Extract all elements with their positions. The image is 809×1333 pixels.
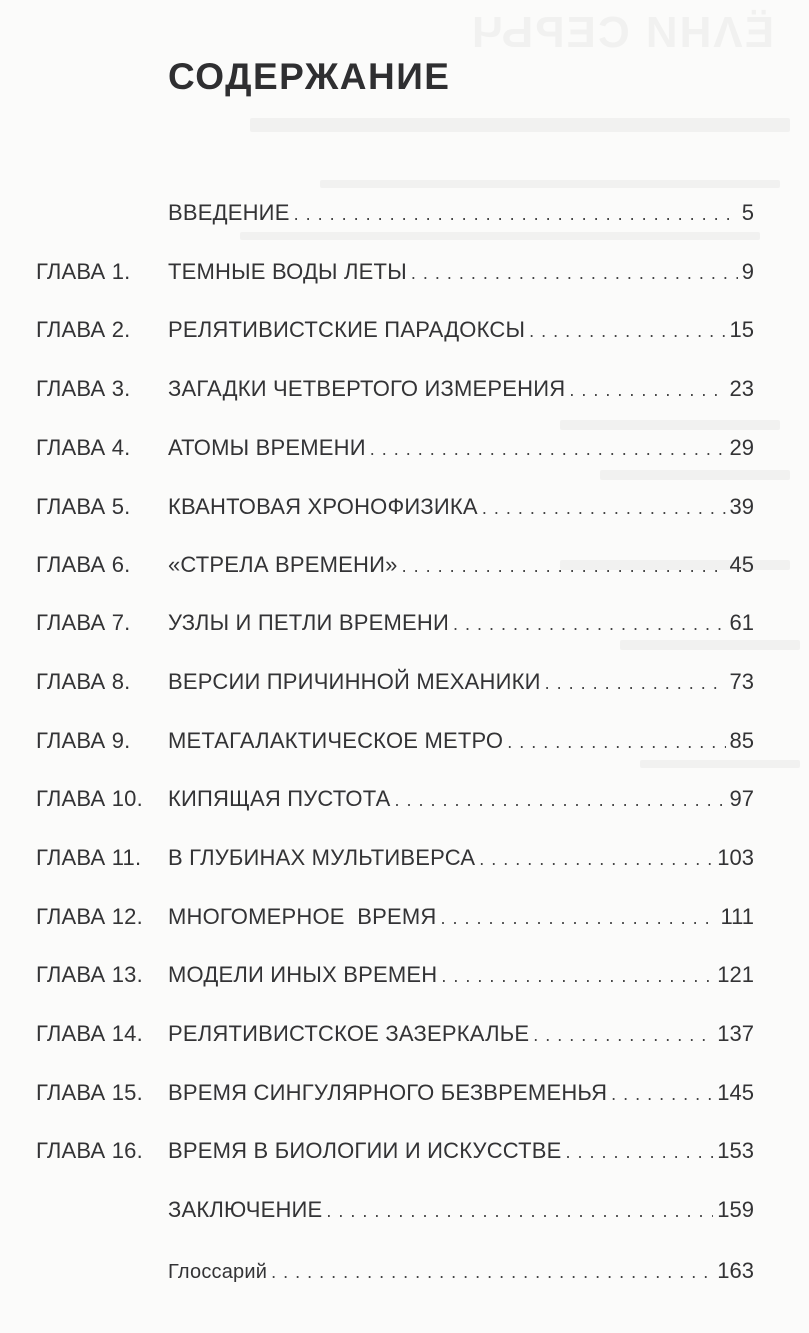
chapter-number: ГЛАВА 1. bbox=[36, 259, 131, 284]
toc-row-chapter-10[interactable] bbox=[0, 782, 809, 816]
dot-leader bbox=[326, 1194, 713, 1228]
dot-leader bbox=[441, 959, 713, 993]
chapter-number: ГЛАВА 5. bbox=[36, 494, 131, 519]
toc-row-chapter-15[interactable] bbox=[0, 1076, 809, 1110]
entry-title: КИПЯЩАЯ ПУСТОТА bbox=[168, 786, 391, 811]
toc-row-chapter-1[interactable] bbox=[0, 255, 809, 289]
toc-row-chapter-13[interactable] bbox=[0, 958, 809, 992]
dot-leader bbox=[482, 491, 726, 525]
page-number: 73 bbox=[729, 669, 754, 694]
toc-row-chapter-2[interactable] bbox=[0, 313, 809, 347]
dot-leader bbox=[453, 607, 726, 641]
dot-leader bbox=[529, 314, 725, 348]
page-number: 61 bbox=[729, 610, 754, 635]
page-number: 145 bbox=[717, 1080, 754, 1105]
dot-leader bbox=[479, 842, 713, 876]
dot-leader bbox=[411, 256, 738, 290]
show-through-text: ЁΛНИ СЕРЬЧ bbox=[470, 8, 775, 57]
toc-row-chapter-3[interactable] bbox=[0, 372, 809, 406]
page-number: 103 bbox=[717, 845, 754, 870]
page-number: 5 bbox=[741, 200, 754, 225]
toc-row-chapter-4[interactable] bbox=[0, 431, 809, 465]
page-number: 159 bbox=[717, 1197, 754, 1222]
chapter-number: ГЛАВА 2. bbox=[36, 317, 131, 342]
show-through-line bbox=[620, 640, 800, 650]
toc-row-introduction[interactable] bbox=[0, 196, 809, 230]
chapter-number: ГЛАВА 8. bbox=[36, 669, 131, 694]
toc-row-chapter-14[interactable] bbox=[0, 1017, 809, 1051]
dot-leader bbox=[545, 666, 726, 700]
page-number: 85 bbox=[729, 728, 754, 753]
chapter-number: ГЛАВА 7. bbox=[36, 610, 131, 635]
show-through-line bbox=[240, 232, 760, 240]
chapter-number: ГЛАВА 13. bbox=[36, 962, 143, 987]
chapter-number: ГЛАВА 11. bbox=[36, 845, 142, 870]
chapter-number: ГЛАВА 14. bbox=[36, 1021, 143, 1046]
entry-title: ВВЕДЕНИЕ bbox=[168, 200, 290, 225]
dot-leader bbox=[441, 901, 717, 935]
entry-title: КВАНТОВАЯ ХРОНОФИЗИКА bbox=[168, 494, 478, 519]
page-number: 39 bbox=[729, 494, 754, 519]
chapter-number: ГЛАВА 9. bbox=[36, 728, 131, 753]
toc-row-glossary[interactable] bbox=[0, 1254, 809, 1288]
dot-leader bbox=[611, 1077, 713, 1111]
entry-title: МЕТАГАЛАКТИЧЕСКОЕ МЕТРО bbox=[168, 728, 504, 753]
dot-leader bbox=[566, 1135, 714, 1169]
chapter-number: ГЛАВА 12. bbox=[36, 904, 143, 929]
entry-title: АТОМЫ ВРЕМЕНИ bbox=[168, 435, 366, 460]
page-number: 29 bbox=[729, 435, 754, 460]
page-number: 45 bbox=[729, 552, 754, 577]
toc-row-chapter-12[interactable] bbox=[0, 900, 809, 934]
page-number: 137 bbox=[717, 1021, 754, 1046]
show-through-line bbox=[320, 180, 780, 188]
page-number: 163 bbox=[717, 1258, 754, 1283]
dot-leader bbox=[533, 1018, 713, 1052]
entry-title: ЗАГАДКИ ЧЕТВЕРТОГО ИЗМЕРЕНИЯ bbox=[168, 376, 566, 401]
chapter-number: ГЛАВА 16. bbox=[36, 1138, 143, 1163]
entry-title: ВРЕМЯ СИНГУЛЯРНОГО БЕЗВРЕМЕНЬЯ bbox=[168, 1080, 608, 1105]
entry-title: ТЕМНЫЕ ВОДЫ ЛЕТЫ bbox=[168, 259, 407, 284]
entry-title: ВРЕМЯ В БИОЛОГИИ И ИСКУССТВЕ bbox=[168, 1138, 562, 1163]
chapter-number: ГЛАВА 4. bbox=[36, 435, 131, 460]
show-through-line bbox=[600, 470, 790, 480]
toc-row-chapter-6[interactable] bbox=[0, 548, 809, 582]
page-number: 153 bbox=[717, 1138, 754, 1163]
toc-row-chapter-5[interactable] bbox=[0, 490, 809, 524]
chapter-number: ГЛАВА 10. bbox=[36, 786, 143, 811]
dot-leader bbox=[507, 725, 725, 759]
dot-leader bbox=[569, 373, 725, 407]
page-number: 15 bbox=[729, 317, 754, 342]
entry-title: МНОГОМЕРНОЕ ВРЕМЯ bbox=[168, 904, 437, 929]
show-through-line bbox=[640, 760, 800, 768]
dot-leader bbox=[395, 783, 726, 817]
page-number: 9 bbox=[741, 259, 754, 284]
entry-title: РЕЛЯТИВИСТСКИЕ ПАРАДОКСЫ bbox=[168, 317, 526, 342]
entry-title: ЗАКЛЮЧЕНИЕ bbox=[168, 1197, 323, 1222]
page-number: 111 bbox=[720, 904, 754, 929]
dot-leader bbox=[370, 432, 726, 466]
chapter-number: ГЛАВА 15. bbox=[36, 1080, 143, 1105]
chapter-number: ГЛАВА 3. bbox=[36, 376, 131, 401]
chapter-number: ГЛАВА 6. bbox=[36, 552, 131, 577]
entry-title: ВЕРСИИ ПРИЧИННОЙ МЕХАНИКИ bbox=[168, 669, 541, 694]
dot-leader bbox=[402, 549, 726, 583]
dot-leader bbox=[294, 197, 738, 231]
toc-row-chapter-7[interactable] bbox=[0, 606, 809, 640]
entry-title: В ГЛУБИНАХ МУЛЬТИВЕРСА bbox=[168, 845, 476, 870]
show-through-line bbox=[560, 420, 780, 430]
page-number: 97 bbox=[729, 786, 754, 811]
toc-row-chapter-16[interactable] bbox=[0, 1134, 809, 1168]
toc-row-chapter-9[interactable] bbox=[0, 724, 809, 758]
entry-title: РЕЛЯТИВИСТСКОЕ ЗАЗЕРКАЛЬЕ bbox=[168, 1021, 530, 1046]
show-through-line bbox=[250, 118, 790, 132]
page-title: СОДЕРЖАНИЕ bbox=[168, 56, 451, 97]
entry-title: Глоссарий bbox=[168, 1261, 268, 1283]
page-number: 121 bbox=[717, 962, 754, 987]
toc-row-conclusion[interactable] bbox=[0, 1193, 809, 1227]
entry-title: МОДЕЛИ ИНЫХ ВРЕМЕН bbox=[168, 962, 438, 987]
entry-title: «СТРЕЛА ВРЕМЕНИ» bbox=[168, 552, 398, 577]
toc-row-chapter-8[interactable] bbox=[0, 665, 809, 699]
toc-row-chapter-11[interactable] bbox=[0, 841, 809, 875]
page-number: 23 bbox=[729, 376, 754, 401]
dot-leader bbox=[271, 1255, 713, 1289]
entry-title: УЗЛЫ И ПЕТЛИ ВРЕМЕНИ bbox=[168, 610, 450, 635]
